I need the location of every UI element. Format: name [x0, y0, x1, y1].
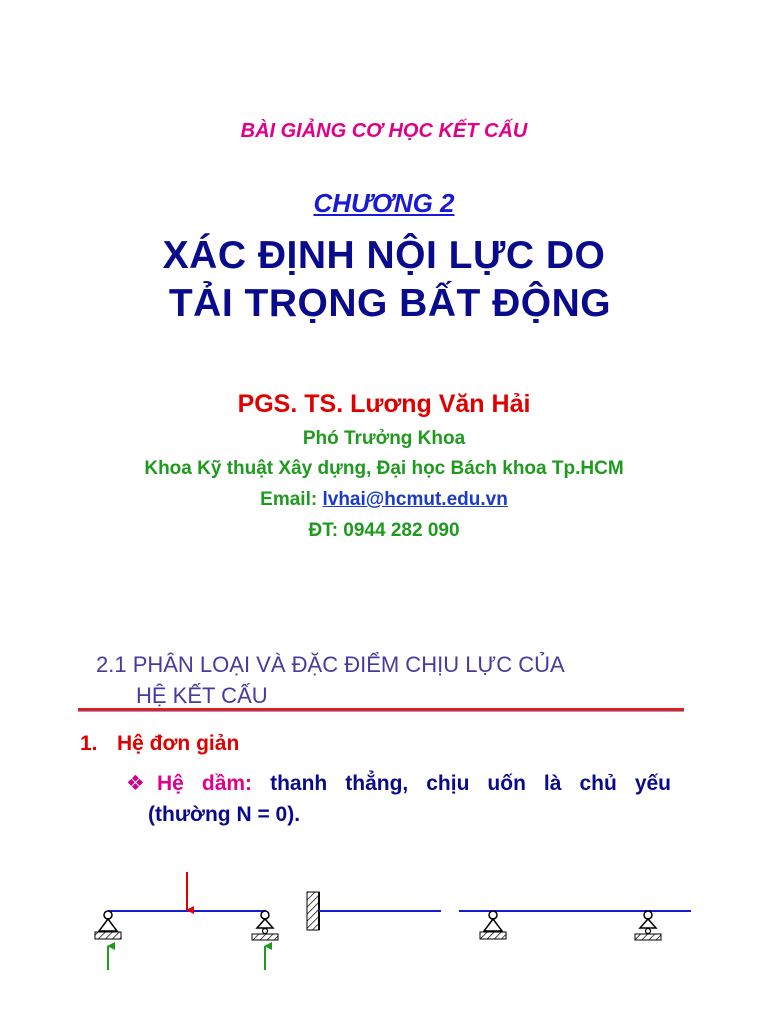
section-heading-line-2: HỆ KẾT CẤU [136, 683, 268, 708]
chapter-label: CHƯƠNG 2 [313, 188, 455, 218]
chapter-title-line-1: XÁC ĐỊNH NỘI LỰC DO [162, 234, 606, 277]
overhanging-beam-icon [459, 911, 691, 940]
course-title: BÀI GIẢNG CƠ HỌC KẾT CẤU [240, 120, 528, 142]
author-phone: ĐT: 0944 282 090 [308, 520, 460, 541]
section-divider [78, 708, 684, 712]
bullet-term: Hệ dầm: [157, 772, 253, 795]
cantilever-beam-icon [307, 892, 441, 930]
section-heading-line-1: 2.1 PHÂN LOẠI VÀ ĐẶC ĐIỂM CHỊU LỰC CỦA [96, 652, 565, 677]
item-number: 1. [80, 732, 98, 755]
author-faculty: Khoa Kỹ thuật Xây dựng, Đại học Bách khoa Tp.HCM [144, 458, 624, 479]
beam-diagrams [0, 860, 768, 990]
bullet-line-1 [126, 771, 671, 796]
email-link[interactable]: lvhai@hcmut.edu.vn [322, 489, 508, 510]
author-email-row [0, 489, 768, 511]
author-name: PGS. TS. Lương Văn Hải [237, 390, 531, 418]
email-label: Email: [260, 489, 323, 510]
diamond-bullet-icon: ❖ [126, 772, 158, 795]
item-label: Hệ đơn giản [117, 732, 240, 755]
author-position: Phó Trưởng Khoa [302, 428, 466, 449]
bullet-text-1: thanh thẳng, chịu uốn là chủ yếu [270, 772, 671, 795]
list-item-simple-system [80, 732, 239, 756]
chapter-title-line-2: TẢI TRỌNG BẤT ĐỘNG [168, 282, 612, 325]
simply-supported-beam-icon [95, 872, 278, 970]
bullet-line-2: (thường N = 0). [148, 803, 301, 826]
